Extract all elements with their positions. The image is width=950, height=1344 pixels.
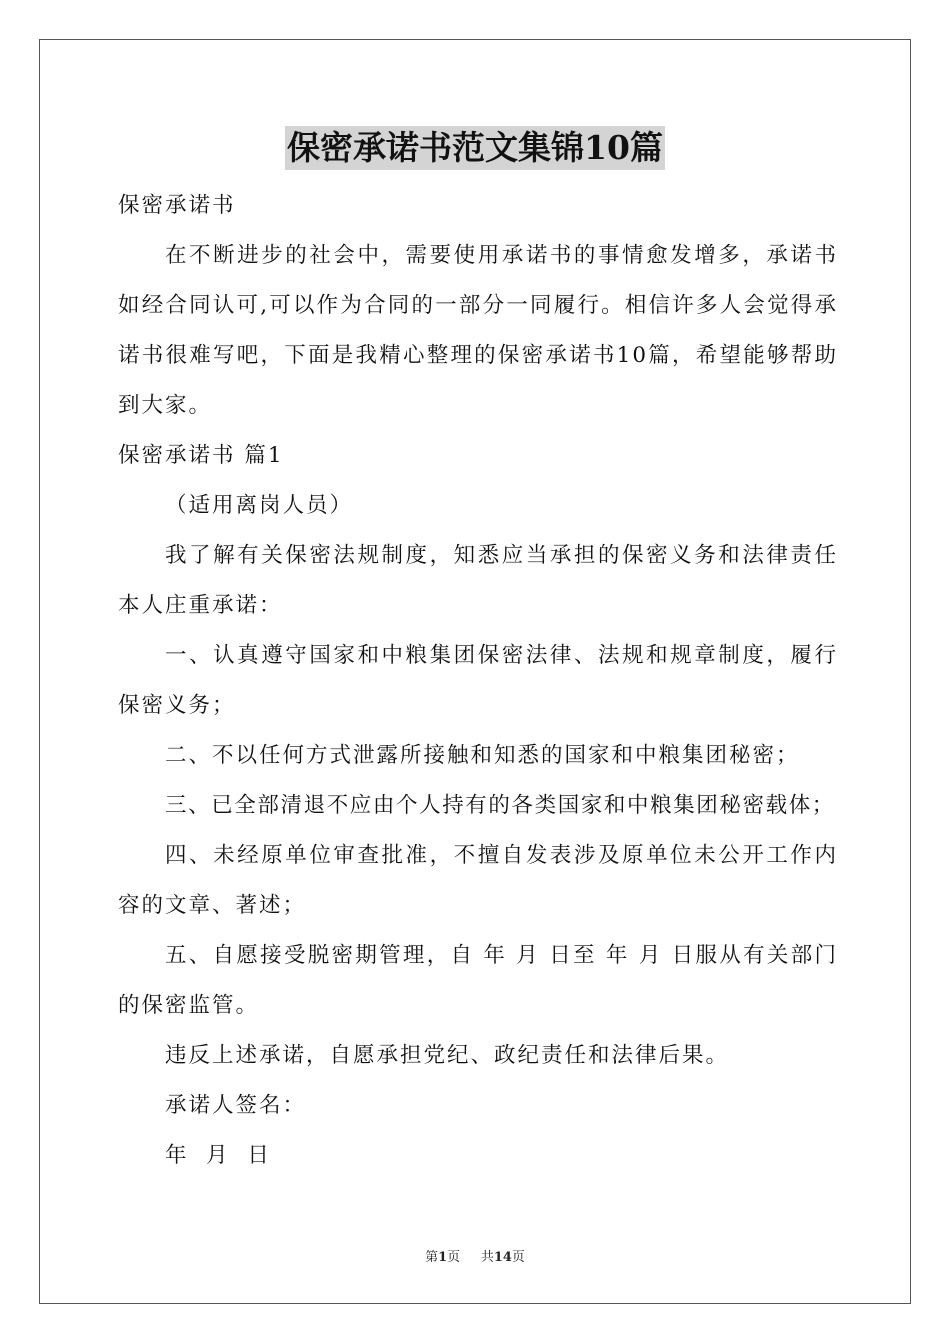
- pledge-item-5: 五、自愿接受脱密期管理，自 年 月 日至 年 月 日服从有关部门的保密监管。: [118, 943, 838, 1018]
- applicability-note: （适用离岗人员）: [165, 493, 354, 518]
- title-container: [0, 126, 950, 170]
- pledge-preamble: 我了解有关保密法规制度，知悉应当承担的保密义务和法律责任本人庄重承诺：: [118, 543, 838, 618]
- page-indicator: 第1页: [425, 1250, 461, 1265]
- heading-confidentiality-pledge: 保密承诺书: [118, 193, 236, 218]
- pledge-item-1: 一、认真遵守国家和中粮集团保密法律、法规和规章制度，履行保密义务；: [118, 643, 838, 718]
- total-pages: 14: [493, 1250, 512, 1265]
- date-line: 年 月 日: [165, 1143, 271, 1168]
- pledge-item-3: 三、已全部清退不应由个人持有的各类国家和中粮集团秘密载体；: [165, 793, 835, 818]
- violation-clause: 违反上述承诺，自愿承担党纪、政纪责任和法律后果。: [165, 1043, 730, 1068]
- total-pages-indicator: 共14页: [480, 1250, 525, 1265]
- pledge-item-4: 四、未经原单位审查批准，不擅自发表涉及原单位未公开工作内容的文章、著述；: [118, 843, 838, 918]
- intro-paragraph: 在不断进步的社会中，需要使用承诺书的事情愈发增多，承诺书如经合同认可,可以作为合同的一部分一同履行。相信许多人会觉得承诺书很难写吧，下面是我精心整理的保密承诺书10篇，希望能够帮助到大家。: [118, 243, 838, 418]
- document-body: [118, 181, 838, 1181]
- section-heading-1: 保密承诺书 篇1: [118, 443, 284, 468]
- signature-label: 承诺人签名：: [165, 1093, 307, 1118]
- page-number: 1: [438, 1250, 448, 1265]
- document-title: 保密承诺书范文集锦10篇: [285, 126, 665, 170]
- page-footer: [0, 1246, 950, 1265]
- pledge-item-2: 二、不以任何方式泄露所接触和知悉的国家和中粮集团秘密；: [165, 743, 800, 768]
